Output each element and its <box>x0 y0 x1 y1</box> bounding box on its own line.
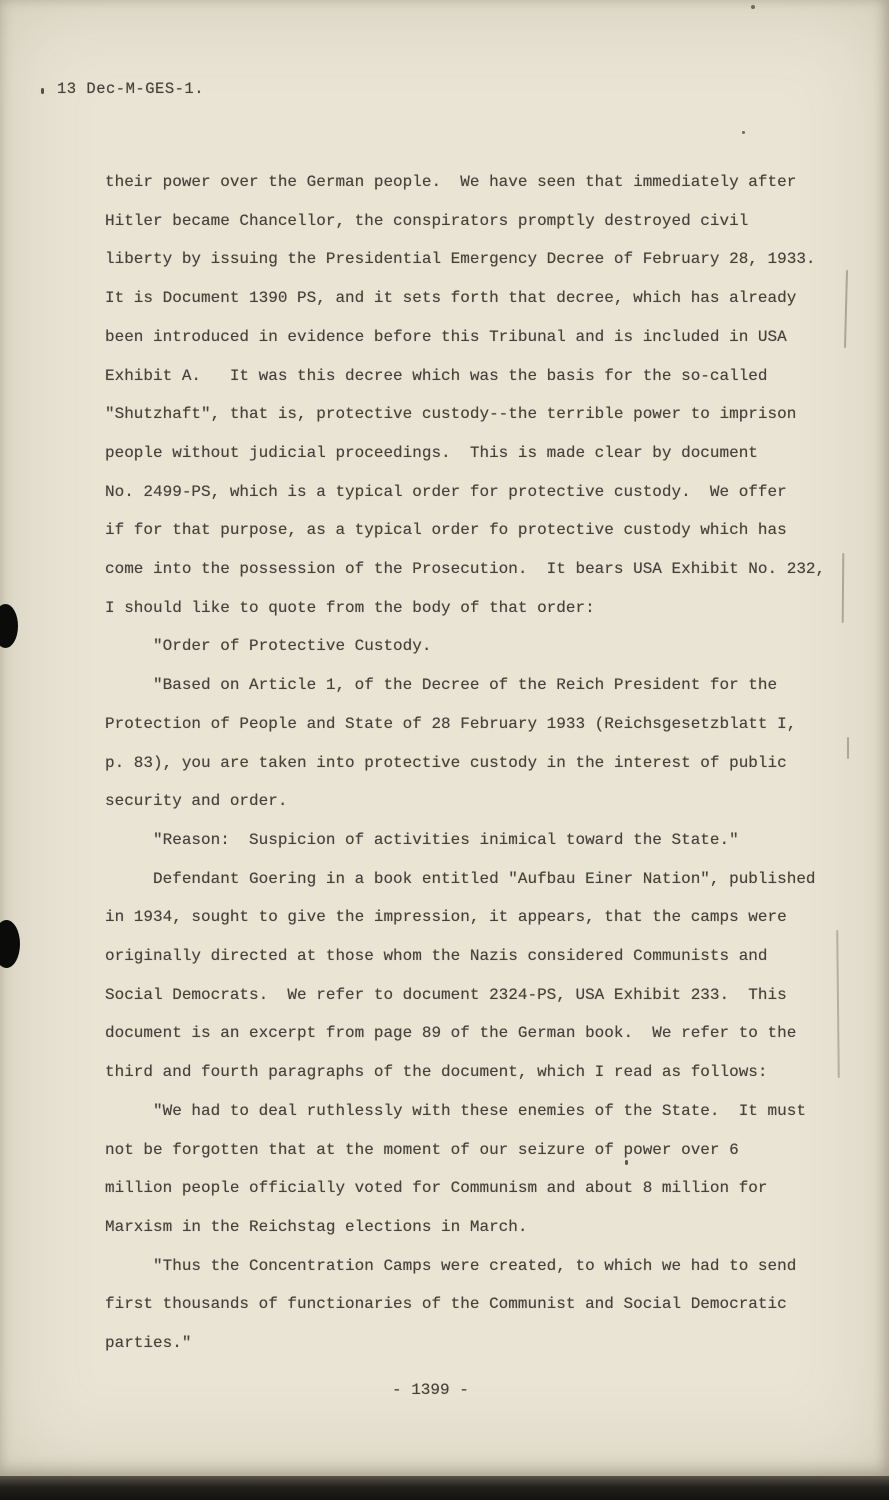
text-line: Defendant Goering in a book entitled "Aufbau Einer Nation", published <box>105 869 816 888</box>
text-line: Marxism in the Reichstag elections in March. <box>105 1217 528 1236</box>
text-line: "Shutzhaft", that is, protective custody--the terrible power to imprison <box>105 405 797 424</box>
paragraph <box>105 1247 865 1363</box>
text-line: document is an excerpt from page 89 of the German book. We refer to the <box>105 1024 797 1043</box>
text-line: people without judicial proceedings. This is made clear by document <box>105 443 758 462</box>
paragraph <box>105 666 865 821</box>
paragraph <box>105 1092 865 1247</box>
text-line: come into the possession of the Prosecution. It bears USA Exhibit No. 232, <box>105 560 826 579</box>
paper-speck-2 <box>41 88 44 94</box>
text-line: "Based on Article 1, of the Decree of the Reich President for the <box>105 676 778 695</box>
paper-speck-1 <box>751 5 755 9</box>
paragraph <box>105 163 865 627</box>
text-line: in 1934, sought to give the impression, it appears, that the camps were <box>105 908 787 927</box>
text-line: It is Document 1390 PS, and it sets forth that decree, which has already <box>105 289 797 308</box>
hole-punch-mark-bottom <box>0 920 20 968</box>
text-line: p. 83), you are taken into protective custody in the interest of public <box>105 753 787 772</box>
scan-edge-bottom <box>0 1476 889 1500</box>
text-line: "Order of Protective Custody. <box>105 637 432 656</box>
text-line: their power over the German people. We have seen that immediately after <box>105 173 797 191</box>
text-line: not be forgotten that at the moment of our seizure of power over 6 <box>105 1140 739 1159</box>
paragraph <box>105 627 865 666</box>
text-line: Social Democrats. We refer to document 2324-PS, USA Exhibit 233. This <box>105 985 787 1004</box>
text-line: parties." <box>105 1334 192 1353</box>
document-body <box>105 163 865 1363</box>
text-line: been introduced in evidence before this Tribunal and is included in USA <box>105 327 787 346</box>
text-line: Protection of People and State of 28 February 1933 (Reichsgesetzblatt I, <box>105 714 797 733</box>
paragraph <box>105 821 865 860</box>
text-line: if for that purpose, as a typical order fo protective custody which has <box>105 521 787 540</box>
text-line: "We had to deal ruthlessly with these enemies of the State. It must <box>105 1101 806 1120</box>
page-number: - 1399 - <box>392 1381 469 1399</box>
text-line: No. 2499-PS, which is a typical order for protective custody. We offer <box>105 482 787 501</box>
text-line: liberty by issuing the Presidential Emergency Decree of February 28, 1933. <box>105 250 816 269</box>
text-line: first thousands of functionaries of the Communist and Social Democratic <box>105 1295 787 1314</box>
paper-speck-3 <box>625 1160 628 1165</box>
hole-punch-mark-top <box>0 604 18 648</box>
text-line: security and order. <box>105 792 288 811</box>
text-line: "Thus the Concentration Camps were created, to which we had to send <box>105 1256 797 1275</box>
paragraph <box>105 860 865 1092</box>
page-header: 13 Dec-M-GES-1. <box>57 80 205 98</box>
text-line: million people officially voted for Communism and about 8 million for <box>105 1179 768 1198</box>
text-line: originally directed at those whom the Nazis considered Communists and <box>105 947 768 966</box>
margin-pencil-mark-3 <box>847 737 849 759</box>
text-line: I should like to quote from the body of that order: <box>105 598 595 617</box>
text-line: Hitler became Chancellor, the conspirators promptly destroyed civil <box>105 211 749 230</box>
text-line: third and fourth paragraphs of the document, which I read as follows: <box>105 1063 768 1082</box>
text-line: "Reason: Suspicion of activities inimical toward the State." <box>105 830 739 849</box>
paper-speck-4 <box>742 131 745 134</box>
text-line: Exhibit A. It was this decree which was the basis for the so-called <box>105 366 768 385</box>
